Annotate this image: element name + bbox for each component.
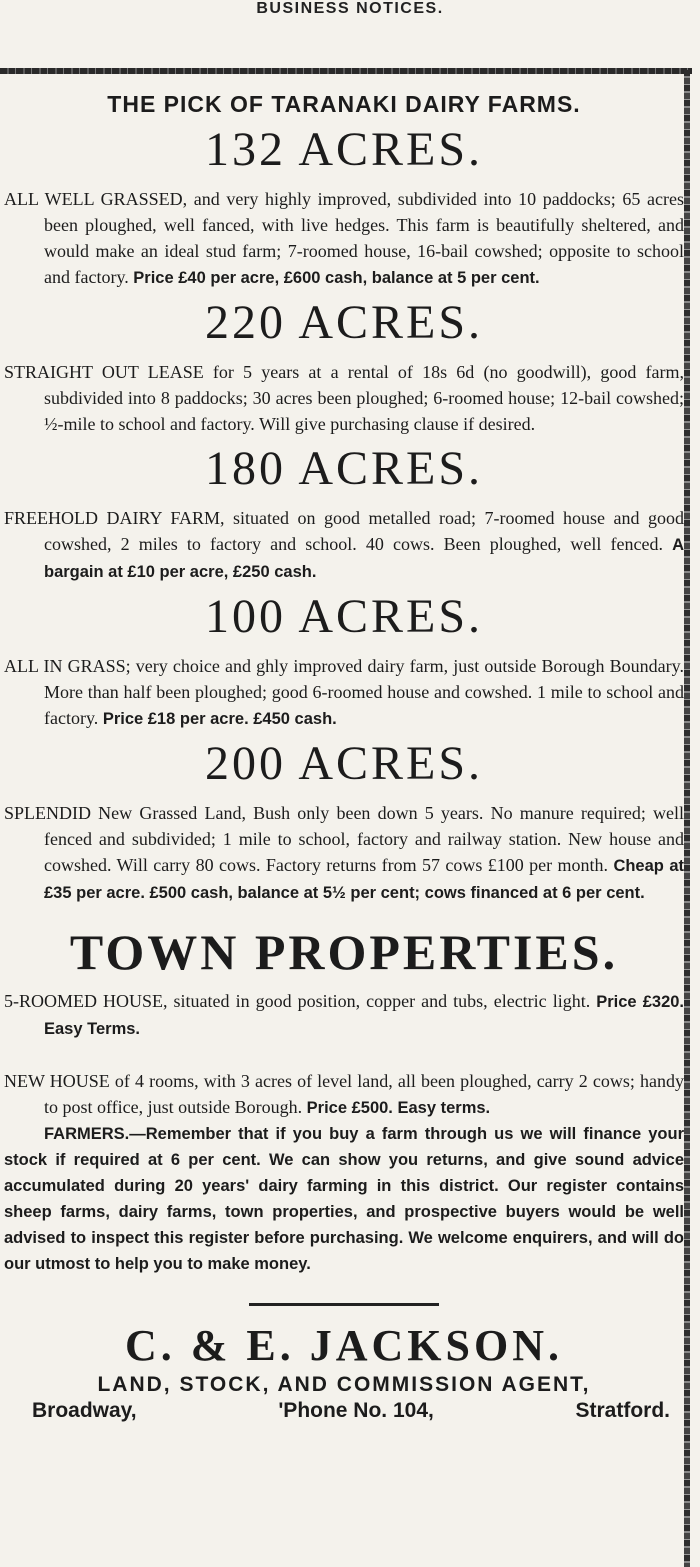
farm-description [4,800,684,906]
farm-acres-heading: 200 ACRES. [204,737,484,790]
section-header: BUSINESS NOTICES. [256,0,444,17]
farm-acres-heading: 180 ACRES. [204,442,484,495]
farm-text: FREEHOLD DAIRY FARM, situated on good metalled road; 7-roomed house and good cowshed, 2 miles to factory and school. 40 cows. Been ploughed, well fenced. [4,508,684,554]
farm-listing [4,124,684,291]
farm-text: STRAIGHT OUT LEASE for 5 years at a rental of 18s 6d (no goodwill), good farm, subdivided into 8 paddocks; 30 acres been ploughed; 6-roomed house; 12-bail cowshed; ½-mile to school and factory. Will give purchasing clause if desired. [4,362,684,434]
farm-price: Cheap at £35 per acre. £500 cash, balance at 5½ per cent; cows financed at 6 per cent. [44,857,685,902]
farm-description [4,505,684,585]
farm-text: SPLENDID New Grassed Land, Bush only been down 5 years. No manure required; well fenced and subdivided; 1 mile to school, factory and railway station. New house and cowshed. Will carry 80 cows. Factory returns from 57 cows £100 per month. [4,803,684,875]
farm-listing [4,738,684,906]
property-price: Price £500. Easy terms. [306,1099,491,1117]
property-price: Price £320. Easy Terms. [44,993,684,1038]
firm-street: Broadway, [32,1399,137,1422]
right-border-rule [684,70,690,1567]
town-property [4,1068,684,1121]
farm-price: Price £40 per acre, £600 cash, balance at 5 per cent. [133,269,540,287]
farm-listing [4,591,684,732]
farm-description [4,653,684,732]
top-rule [0,68,692,74]
firm-phone: 'Phone No. 104, [278,1399,434,1422]
farm-acres-heading: 100 ACRES. [204,590,484,643]
firm-town: Stratford. [575,1399,670,1422]
advertisement [4,90,684,1424]
farm-price: A bargain at £10 per acre, £250 cash. [44,536,685,581]
farm-acres-heading: 220 ACRES. [204,296,484,349]
firm-role: LAND, STOCK, AND COMMISSION AGENT, [97,1373,591,1396]
town-property [4,988,684,1042]
farmers-note: FARMERS.—Remember that if you buy a farm through us we will finance your stock if required at 6 per cent. We can show you returns, and give sound advice accumulated during 20 years' dairy farming in this district. Our register contains sheep farms, dairy farms, town properties, and prospective buyers would be well advised to inspect this register before purchasing. We welcome enquirers, and will do our utmost to help you to make money. [4,1125,684,1273]
farm-text: ALL WELL GRASSED, and very highly improved, subdivided into 10 paddocks; 65 acres been ploughed, well fanced, with live hedges. This farm is beautifully sheltered, and would make an ideal stud farm; 7-roomed house, 16-bail cowshed; opposite to school and factory. [4,189,684,287]
property-text: NEW HOUSE of 4 rooms, with 3 acres of level land, all been ploughed, carry 2 cows; handy to post office, just outside Borough. [4,1071,684,1117]
firm-name: C. & E. JACKSON. [124,1321,564,1370]
firm-contact [4,1398,684,1424]
farm-description [4,186,684,291]
farm-text: ALL IN GRASS; very choice and ghly improved dairy farm, just outside Borough Boundary. More than half been ploughed; good 6-roomed house and cowshed. 1 mile to school and factory. [4,656,684,728]
farm-listing [4,297,684,437]
ad-title: THE PICK OF TARANAKI DAIRY FARMS. [107,91,581,117]
farm-acres-heading: 132 ACRES. [204,123,484,176]
farm-listing [4,443,684,585]
property-text: 5-ROOMED HOUSE, situated in good position, copper and tubs, electric light. [4,991,591,1011]
farm-price: Price £18 per acre. £450 cash. [102,710,337,728]
farm-description [4,359,684,437]
divider-rule [249,1303,439,1306]
town-properties-heading: TOWN PROPERTIES. [69,924,619,980]
